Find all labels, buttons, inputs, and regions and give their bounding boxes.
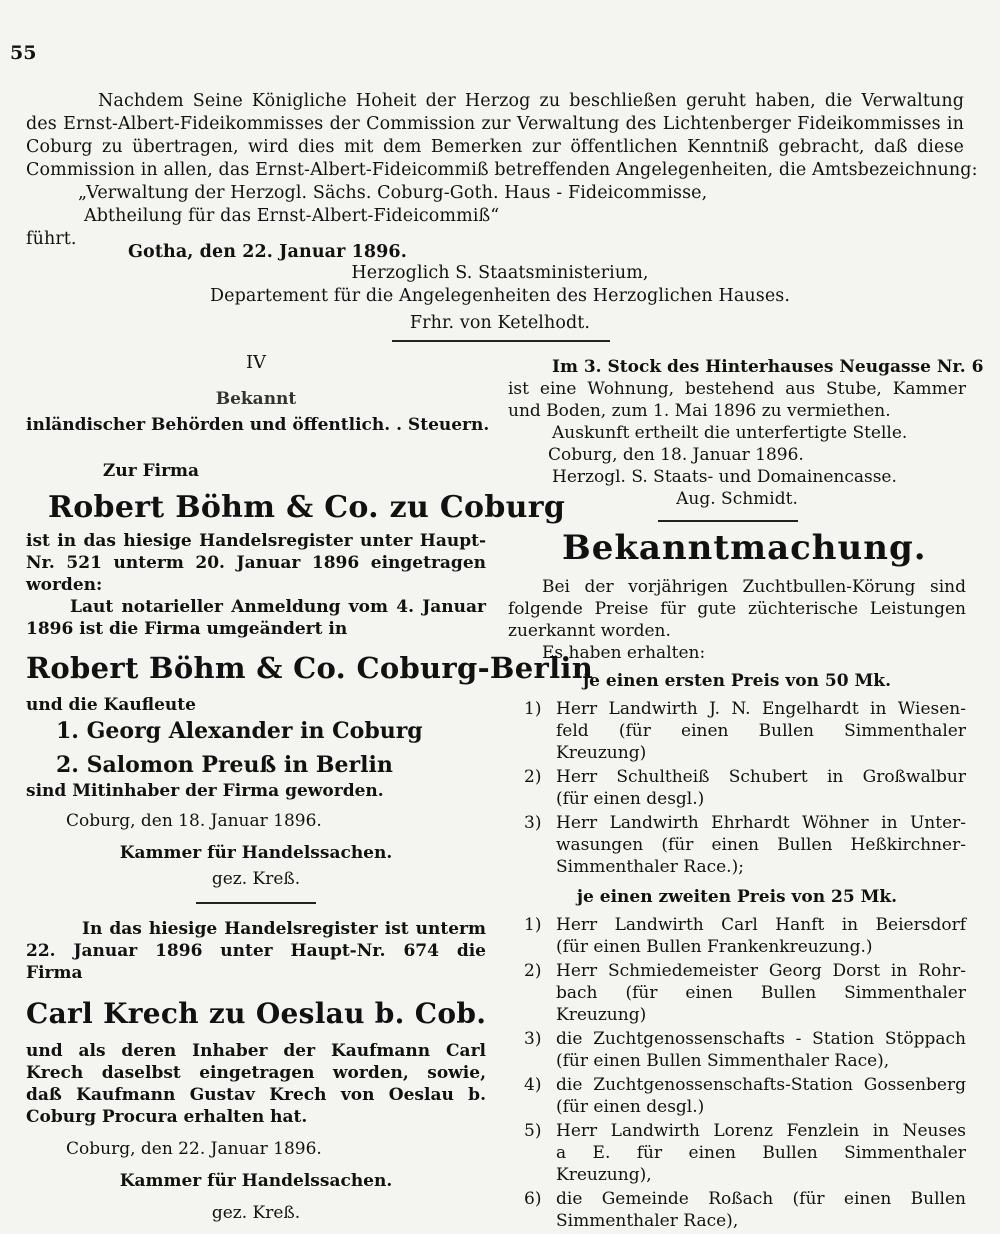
second-prize-item-line: bach (für einen Bullen Simmenthaler bbox=[556, 983, 966, 1003]
n1-line-4: Laut notarieller Anmeldung vom 4. Januar bbox=[70, 597, 486, 617]
n2-line-2: 22. Januar 1896 unter Haupt-Nr. 674 die bbox=[26, 941, 486, 961]
first-prize-item-line: feld (für einen Bullen Simmenthaler bbox=[556, 721, 966, 741]
section-roman: IV bbox=[245, 352, 267, 373]
n1-date: Coburg, den 18. Januar 1896. bbox=[66, 811, 322, 831]
top-line-7: führt. bbox=[26, 229, 77, 249]
r2-line-1: Bei der vorjährigen Zuchtbullen-Körung sind bbox=[542, 577, 966, 597]
top-line-3: Coburg zu übertragen, wird dies mit dem Bemerken zur öffentlichen Kenntniß gebracht, daß diese bbox=[26, 137, 964, 157]
top-line-4: Commission in allen, das Ernst-Albert-Fideicommiß betreffenden Angelegenheiten, die Amtsbezeichnung: bbox=[26, 160, 978, 180]
first-prize-item-number: 2) bbox=[524, 767, 542, 787]
first-prize-heading: je einen ersten Preis von 50 Mk. bbox=[583, 671, 891, 691]
second-prize-item bbox=[508, 1028, 966, 1072]
right-divider bbox=[658, 520, 798, 522]
second-prize-item bbox=[508, 914, 966, 958]
n1-firm-name: Robert Böhm & Co. zu Coburg bbox=[48, 490, 566, 525]
section-divider bbox=[392, 340, 610, 342]
n1-line-2: Nr. 521 unterm 20. Januar 1896 eingetragen bbox=[26, 553, 486, 573]
second-prize-item-line: (für einen Bullen Simmenthaler Race), bbox=[556, 1051, 890, 1071]
first-prize-item-line: wasungen (für einen Bullen Heßkirchner- bbox=[556, 835, 966, 855]
r2-title: Bekanntmachung. bbox=[562, 528, 927, 568]
section-head-1: Bekannt bbox=[215, 389, 297, 409]
r2-line-3: zuerkannt worden. bbox=[508, 621, 671, 641]
n1-line-3: worden: bbox=[26, 575, 103, 595]
first-prize-item-line: (für einen desgl.) bbox=[556, 789, 705, 809]
second-prize-item bbox=[508, 1120, 966, 1186]
first-prize-list bbox=[508, 698, 966, 878]
r1-line-4: Auskunft ertheilt die unterfertigte Stelle. bbox=[552, 423, 908, 443]
r1-date: Coburg, den 18. Januar 1896. bbox=[548, 445, 804, 465]
first-prize-item-number: 1) bbox=[524, 699, 542, 719]
r1-signature: Aug. Schmidt. bbox=[676, 489, 798, 509]
second-prize-item-line: Herr Landwirth Carl Hanft in Beiersdorf bbox=[556, 915, 966, 935]
n1-firm-name-2: Robert Böhm & Co. Coburg-Berlin bbox=[26, 651, 594, 685]
top-signature: Frhr. von Ketelhodt. bbox=[409, 313, 591, 333]
n2-line-5: Krech daselbst eingetragen worden, sowie, bbox=[26, 1063, 486, 1083]
top-line-6: Abtheilung für das Ernst-Albert-Fideicommiß“ bbox=[84, 206, 500, 226]
second-prize-item-number: 1) bbox=[524, 915, 542, 935]
r2-line-2: folgende Preise für gute züchterische Leistungen bbox=[508, 599, 966, 619]
first-prize-item-line: Kreuzung) bbox=[556, 743, 647, 763]
n2-line-3: Firma bbox=[26, 963, 83, 983]
second-prize-item bbox=[508, 960, 966, 1026]
second-prize-item-line: die Gemeinde Roßach (für einen Bullen bbox=[556, 1189, 966, 1209]
n2-firm-name: Carl Krech zu Oeslau b. Cob. bbox=[26, 997, 487, 1030]
second-prize-item-number: 5) bbox=[524, 1121, 542, 1141]
second-prize-item-number: 3) bbox=[524, 1029, 542, 1049]
second-prize-item-line: (für einen Bullen Frankenkreuzung.) bbox=[556, 937, 873, 957]
r1-line-2: ist eine Wohnung, bestehend aus Stube, Kammer bbox=[508, 379, 966, 399]
second-prize-item-line: die Zuchtgenossenschafts-Station Gossenberg bbox=[556, 1075, 966, 1095]
top-line-5: „Verwaltung der Herzogl. Sächs. Coburg-Goth. Haus - Fideicommisse, bbox=[78, 183, 708, 203]
top-date-line: Gotha, den 22. Januar 1896. bbox=[128, 242, 407, 262]
first-prize-item-line: Simmenthaler Race.); bbox=[556, 857, 744, 877]
n1-person-1: 1. Georg Alexander in Coburg bbox=[56, 718, 423, 744]
second-prize-item-line: Herr Schmiedemeister Georg Dorst in Rohr- bbox=[556, 961, 966, 981]
first-prize-item bbox=[508, 766, 966, 810]
second-prize-list bbox=[508, 914, 966, 1232]
first-prize-item bbox=[508, 698, 966, 764]
first-prize-item-line: Herr Landwirth J. N. Engelhardt in Wiesen- bbox=[556, 699, 966, 719]
second-prize-item bbox=[508, 1074, 966, 1118]
top-line-2: des Ernst-Albert-Fideikommisses der Commission zur Verwaltung des Lichtenberger Fideikommisses in bbox=[26, 114, 964, 134]
n1-intro: Zur Firma bbox=[102, 461, 200, 481]
top-authority-1: Herzoglich S. Staatsministerium, bbox=[351, 263, 649, 283]
first-prize-item-line: Herr Schultheiß Schubert in Großwalbur bbox=[556, 767, 966, 787]
n2-line-4: und als deren Inhaber der Kaufmann Carl bbox=[26, 1041, 486, 1061]
top-line-1: Nachdem Seine Königliche Hoheit der Herzog zu beschließen geruht haben, die Verwaltung bbox=[98, 91, 964, 111]
r2-received: Es haben erhalten: bbox=[542, 643, 706, 663]
n1-end: sind Mitinhaber der Firma geworden. bbox=[26, 781, 384, 801]
second-prize-item-line: die Zuchtgenossenschafts - Station Stöppach bbox=[556, 1029, 966, 1049]
n1-signature: gez. Kreß. bbox=[211, 869, 301, 889]
second-prize-item-number: 2) bbox=[524, 961, 542, 981]
n1-line-1: ist in das hiesige Handelsregister unter Haupt- bbox=[26, 531, 486, 551]
second-prize-item-line: Simmenthaler Race), bbox=[556, 1211, 739, 1231]
n2-court: Kammer für Handelssachen. bbox=[119, 1171, 393, 1191]
second-prize-item-line: Kreuzung) bbox=[556, 1005, 647, 1025]
left-divider bbox=[196, 902, 316, 904]
second-prize-heading: je einen zweiten Preis von 25 Mk. bbox=[576, 887, 898, 907]
page-number: 55 bbox=[10, 42, 37, 64]
section-head-2: inländischer Behörden und öffentlich. . Steuern. bbox=[26, 415, 490, 435]
n1-mid: und die Kaufleute bbox=[26, 695, 196, 715]
n2-date: Coburg, den 22. Januar 1896. bbox=[66, 1139, 322, 1159]
second-prize-item-line: Kreuzung), bbox=[556, 1165, 652, 1185]
n1-court: Kammer für Handelssachen. bbox=[119, 843, 393, 863]
n2-line-1: In das hiesige Handelsregister ist unterm bbox=[82, 919, 486, 939]
top-authority-2: Departement für die Angelegenheiten des Herzoglichen Hauses. bbox=[209, 286, 791, 306]
first-prize-item-number: 3) bbox=[524, 813, 542, 833]
r1-line-3: und Boden, zum 1. Mai 1896 zu vermiethen. bbox=[508, 401, 891, 421]
n1-person-2: 2. Salomon Preuß in Berlin bbox=[56, 752, 393, 778]
r1-office: Herzogl. S. Staats- und Domainencasse. bbox=[552, 467, 897, 487]
n2-signature: gez. Kreß. bbox=[211, 1203, 301, 1223]
second-prize-item-line: (für einen desgl.) bbox=[556, 1097, 705, 1117]
r1-line-1: Im 3. Stock des Hinterhauses Neugasse Nr. 6 bbox=[552, 357, 984, 377]
first-prize-item bbox=[508, 812, 966, 878]
second-prize-item-line: Herr Landwirth Lorenz Fenzlein in Neuses bbox=[556, 1121, 966, 1141]
n2-line-7: Coburg Procura erhalten hat. bbox=[26, 1107, 308, 1127]
second-prize-item-number: 6) bbox=[524, 1189, 542, 1209]
second-prize-item-line: a E. für einen Bullen Simmenthaler bbox=[556, 1143, 966, 1163]
right-column bbox=[508, 356, 984, 1234]
first-prize-item-line: Herr Landwirth Ehrhardt Wöhner in Unter- bbox=[556, 813, 966, 833]
n1-line-5: 1896 ist die Firma umgeändert in bbox=[26, 619, 348, 639]
second-prize-item bbox=[508, 1188, 966, 1232]
n2-line-6: daß Kaufmann Gustav Krech von Oeslau b. bbox=[26, 1085, 486, 1105]
second-prize-item-number: 4) bbox=[524, 1075, 542, 1095]
